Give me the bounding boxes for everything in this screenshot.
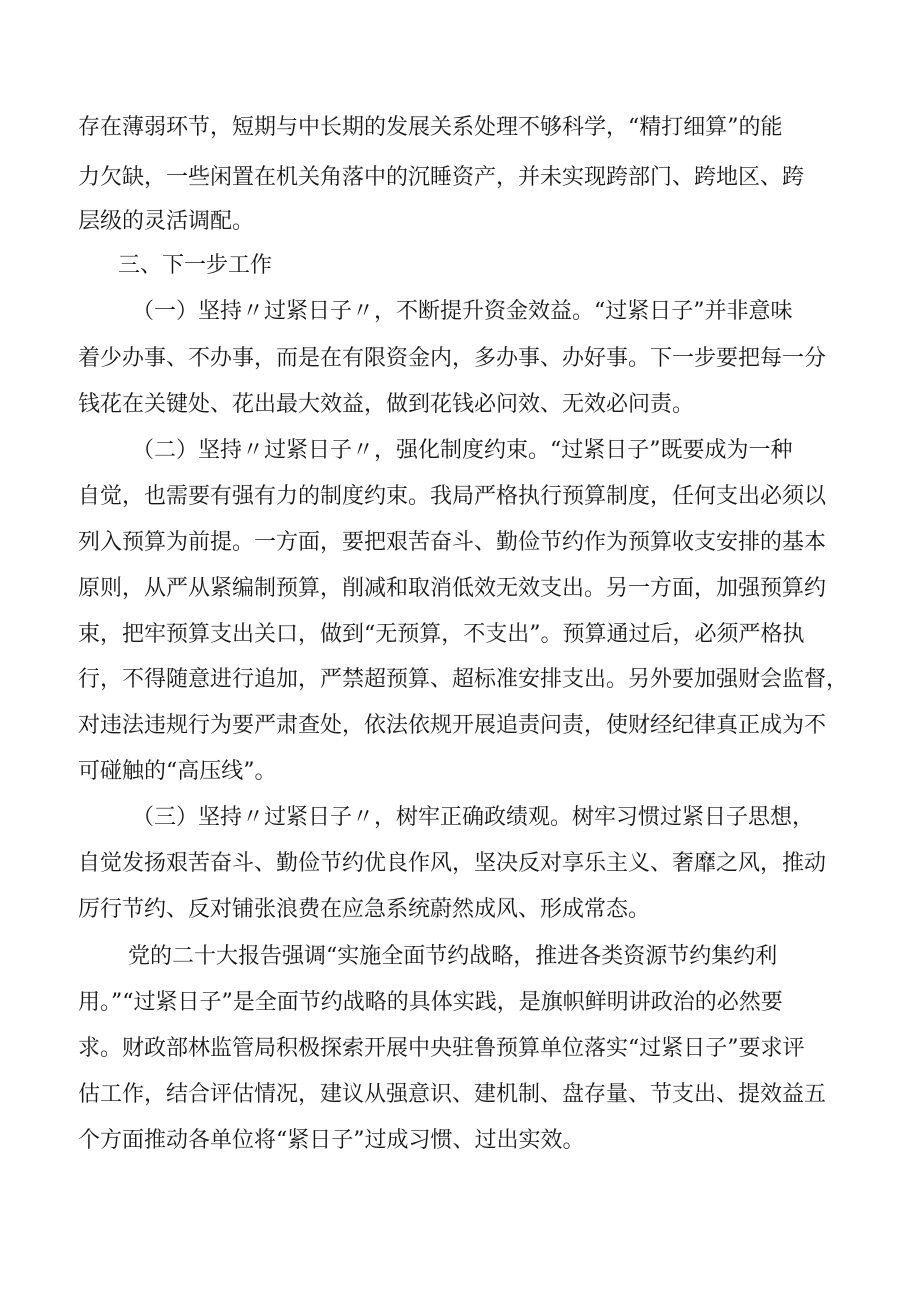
text-line: 存在薄弱环节，短期与中长期的发展关系处理不够科学，“精打细算”的能 [78,115,783,140]
text-line: （一）坚持〃过紧日子〃，不断提升资金效益。“过紧日子”并非意味 [132,299,793,324]
text-line: 束，把牢预算支出关口，做到“无预算，不支出”。预算通过后，必须严格执 [78,622,805,647]
text-line: （二）坚持〃过紧日子〃，强化制度约束。“过紧日子”既要成为一种 [132,438,793,463]
text-line: 层级的灵活调配。 [78,209,255,234]
text-line: 用。”“过紧日子”是全面节约战略的具体实践，是旗帜鲜明讲政治的必然要 [78,990,783,1015]
text-line: 党的二十大报告强调“实施全面节约战略，推进各类资源节约集约利 [128,944,778,969]
text-line: 行，不得随意进行追加，严禁超预算、超标准安排支出。另外要加强财会监督， [78,667,849,692]
text-line: 钱花在关键处、花出最大效益，做到花钱必问效、无效必问责。 [78,392,695,417]
text-line: 自觉，也需要有强有力的制度约束。我局严格执行预算制度，任何支出必须以 [78,484,827,509]
text-line: 厉行节约、反对铺张浪费在应急系统蔚然成风、形成常态。 [78,897,651,922]
text-line: 可碰触的“高压线”。 [78,759,277,784]
text-line: 列入预算为前提。一方面，要把艰苦奋斗、勤俭节约作为预算收支安排的基本 [78,530,827,555]
text-line: 求。财政部林监管局积极探索开展中央驻鲁预算单位落实“过紧日子”要求评 [78,1036,805,1061]
text-line: 个方面推动各单位将“紧日子”过成习惯、过出实效。 [78,1128,585,1153]
text-line: 估工作，结合评估情况，建议从强意识、建机制、盘存量、节支出、提效益五 [78,1082,827,1107]
text-line: 力欠缺，一些闲置在机关角落中的沉睡资产，并未实现跨部门、跨地区、跨 [78,165,805,190]
text-line: 对违法违规行为要严肃查处，依法依规开展追责问责，使财经纪律真正成为不 [78,713,827,738]
section-heading: 三、下一步工作 [118,253,273,278]
text-line: 着少办事、不办事，而是在有限资金内，多办事、办好事。下一步要把每一分 [78,346,827,371]
text-line: 原则，从严从紧编制预算，削减和取消低效无效支出。另一方面，加强预算约 [78,576,827,601]
text-line: （三）坚持〃过紧日子〃，树牢正确政绩观。树牢习惯过紧日子思想， [132,805,815,830]
text-line: 自觉发扬艰苦奋斗、勤俭节约优良作风，坚决反对享乐主义、奢靡之风，推动 [78,851,827,876]
